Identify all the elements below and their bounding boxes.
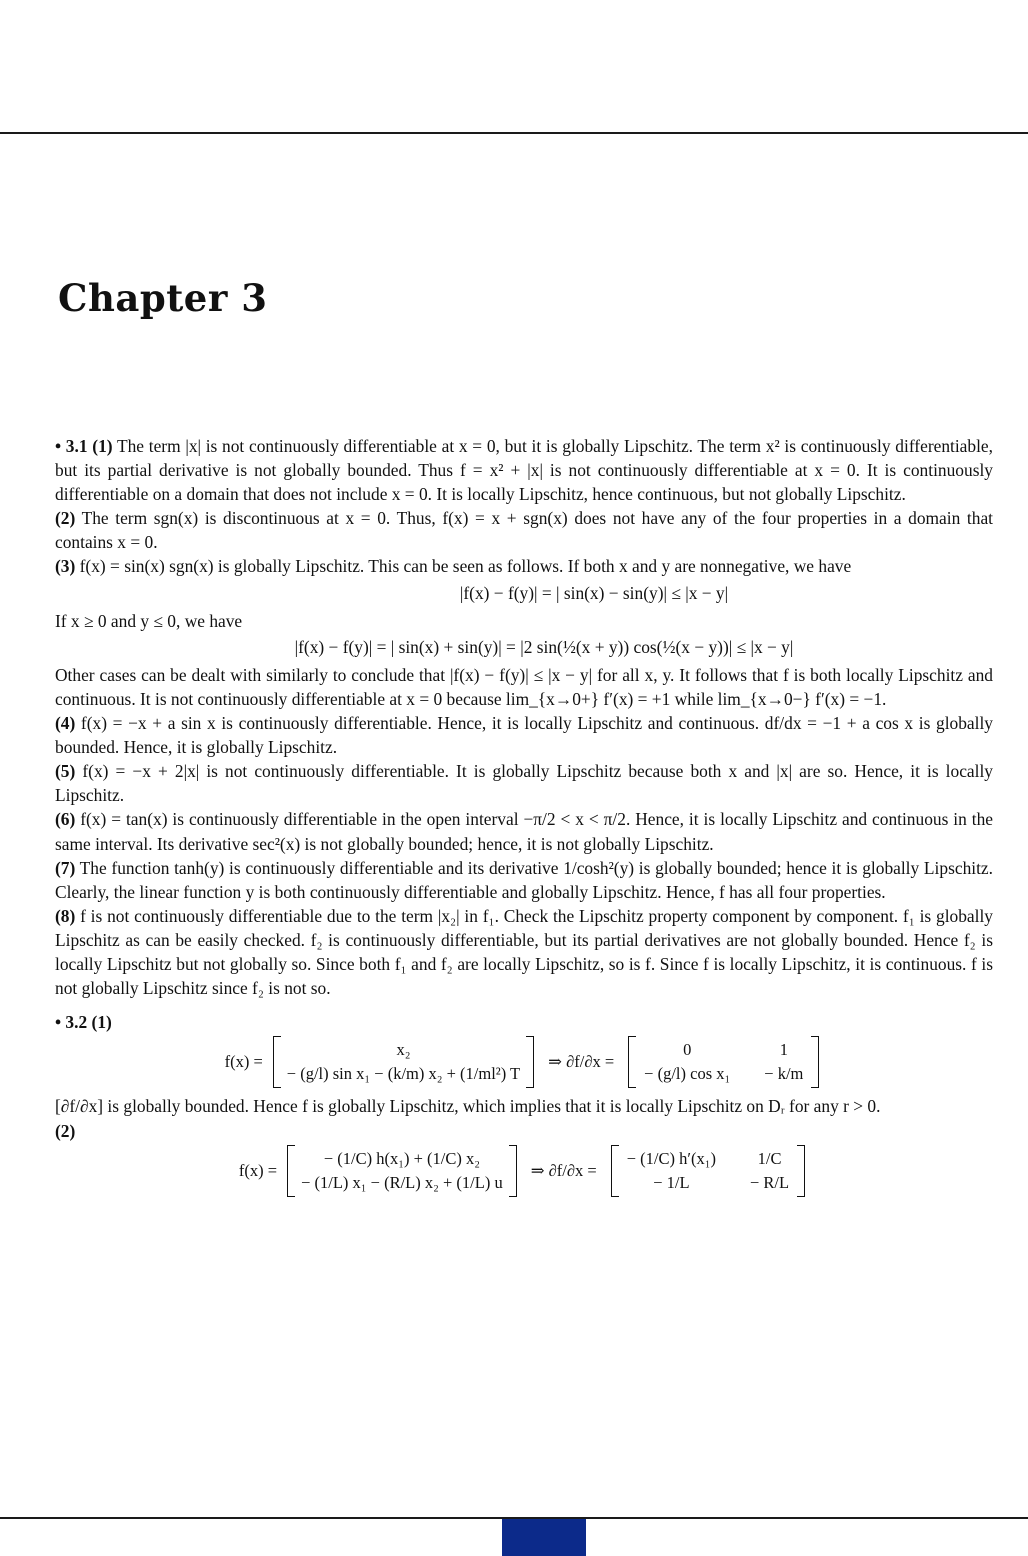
- chapter-title: Chapter 3: [58, 276, 268, 320]
- item-number: (6): [55, 809, 76, 830]
- paragraph-3-2-2-heading: [55, 1119, 993, 1143]
- paragraph-text: f(x) = −x + 2|x| is not continuously differentiable. It is globally Lipschitz because both x and |x| are so. Hence, it is locally Lipschitz.: [55, 761, 993, 806]
- jacobian-cell: − 1/L: [653, 1172, 690, 1192]
- paragraph-text: The term sgn(x) is discontinuous at x = 0. Thus, f(x) = x + sgn(x) does not have any of the four properties in a domain that contains x = 0.: [55, 508, 993, 553]
- paragraph-3-2-1: [∂f/∂x] is globally bounded. Hence f is globally Lipschitz, which implies that it is locally Lipschitz on Dᵣ for any r > 0.: [55, 1096, 881, 1117]
- jacobian-cell: 0: [683, 1040, 692, 1060]
- item-number: (5): [55, 761, 76, 782]
- jacobian-arrow: ⇒ ∂f/∂x =: [530, 1160, 597, 1180]
- item-number: (4): [55, 713, 76, 734]
- paragraph-3-1-7: [55, 856, 993, 904]
- jacobian-cell: 1: [779, 1040, 788, 1060]
- bullet-3-2: • 3.2: [55, 1012, 88, 1033]
- jacobian-cell: − (1/C) h′(x₁): [626, 1148, 716, 1168]
- vector-row-2: − (1/L) x₁ − (R/L) x₂ + (1/L) u: [301, 1172, 503, 1192]
- item-number: (1): [92, 436, 113, 456]
- jacobian-cell: − R/L: [749, 1172, 790, 1192]
- paragraph-3-1-2: [55, 506, 993, 554]
- vector-bracket: [273, 1036, 534, 1088]
- paragraph-text: f(x) = tan(x) is continuously differentiable in the open interval −π/2 < x < π/2. Hence, it is locally Lipschitz and continuous in the same interval. Its derivative sec²(x) is not globally bounded; hence, it is not globally Lipschitz.: [55, 809, 993, 854]
- vector-bracket: [287, 1145, 517, 1197]
- paragraph-text: f is not continuously differentiable due to the term |x₂| in f₁. Check the Lipschitz property component by component. f₁ is globally Lipschitz as can be easily checked. f₂ is continuously differentiable, but its partial derivatives are not globally bounded. Hence f₂ is locally Lipschitz but not globally so. Since both f₁ and f₂ are locally Lipschitz, so is f. Since f is locally Lipschitz, it is continuous. f is not globally Lipschitz since f₂ is not so.: [55, 905, 993, 999]
- vector-row-1: − (1/C) h(x₁) + (1/C) x₂: [323, 1148, 480, 1168]
- matrix-equation-1: [55, 1036, 993, 1088]
- paragraph-3-1-1: [55, 434, 993, 506]
- item-number: (1): [91, 1012, 112, 1033]
- paragraph-3-1-3: [55, 554, 993, 578]
- paragraph-3-1-3c: Other cases can be dealt with similarly to conclude that |f(x) − f(y)| ≤ |x − y| for all x, y. It follows that f is both locally Lipschitz and continuous. It is not continuously differentiable at x = 0 because lim_{x→0+} f′(x) = +1 while lim_{x→0−} f′(x) = −1.: [55, 664, 993, 709]
- paragraph-3-1-8: [55, 904, 993, 1000]
- jacobian-cell: 1/C: [757, 1148, 782, 1168]
- paragraph-3-1-6: [55, 807, 993, 855]
- jacobian-bracket: [611, 1145, 805, 1197]
- vector-row-2: − (g/l) sin x₁ − (k/m) x₂ + (1/ml²) T: [286, 1064, 521, 1084]
- matrix-equation-2: [55, 1145, 993, 1197]
- paragraph-text: f(x) = −x + a sin x is continuously differentiable. Hence, it is locally Lipschitz and continuous. df/dx = −1 + a cos x is globally bounded. Hence, it is globally Lipschitz.: [55, 713, 993, 758]
- paragraph-3-2-1-heading: [55, 1010, 993, 1034]
- jacobian-cell: − (g/l) cos x₁: [644, 1064, 731, 1084]
- top-rule: [0, 132, 1028, 134]
- bullet-3-1: • 3.1: [55, 436, 88, 456]
- jacobian-cell: − k/m: [764, 1064, 804, 1084]
- vector-row-1: x₂: [396, 1040, 411, 1060]
- paragraph-3-1-4: [55, 711, 993, 759]
- jacobian-arrow: ⇒ ∂f/∂x =: [548, 1052, 615, 1072]
- equation-1: |f(x) − f(y)| = | sin(x) − sin(y)| ≤ |x − y|: [459, 582, 729, 603]
- matrix-lhs: f(x) =: [224, 1052, 263, 1072]
- spacer: [55, 1000, 993, 1010]
- paragraph-3-1-3b: If x ≥ 0 and y ≤ 0, we have: [55, 610, 243, 631]
- jacobian-bracket: [628, 1036, 819, 1088]
- equation-2: |f(x) − f(y)| = | sin(x) + sin(y)| = |2 sin(½(x + y)) cos(½(x − y))| ≤ |x − y|: [294, 636, 794, 657]
- paragraph-text: The function tanh(y) is continuously differentiable and its derivative 1/cosh²(y) is globally bounded; hence it is globally Lipschitz. Clearly, the linear function y is both continuously differentiable and globally Lipschitz. Hence, f has all four properties.: [55, 857, 993, 902]
- item-number: (7): [55, 857, 76, 878]
- paragraph-text: f(x) = sin(x) sgn(x) is globally Lipschitz. This can be seen as follows. If both x and y are nonnegative, we have: [75, 556, 852, 577]
- paragraph-text: The term |x| is not continuously differentiable at x = 0, but it is globally Lipschitz. The term x² is continuously differentiable, but its partial derivative is not globally bounded. Thus f = x² + |x| is not continuously differentiable at x = 0. It is continuously differentiable on a domain that does not include x = 0. It is locally Lipschitz, hence continuous, but not globally Lipschitz.: [55, 436, 993, 505]
- item-number: (2): [55, 508, 76, 529]
- item-number: (8): [55, 905, 76, 926]
- page-number-block: [502, 1519, 586, 1556]
- paragraph-3-1-5: [55, 759, 993, 807]
- item-number: (2): [55, 1120, 76, 1141]
- page-body: [55, 434, 993, 1203]
- item-number: (3): [55, 556, 76, 577]
- matrix-lhs: f(x) =: [238, 1160, 278, 1180]
